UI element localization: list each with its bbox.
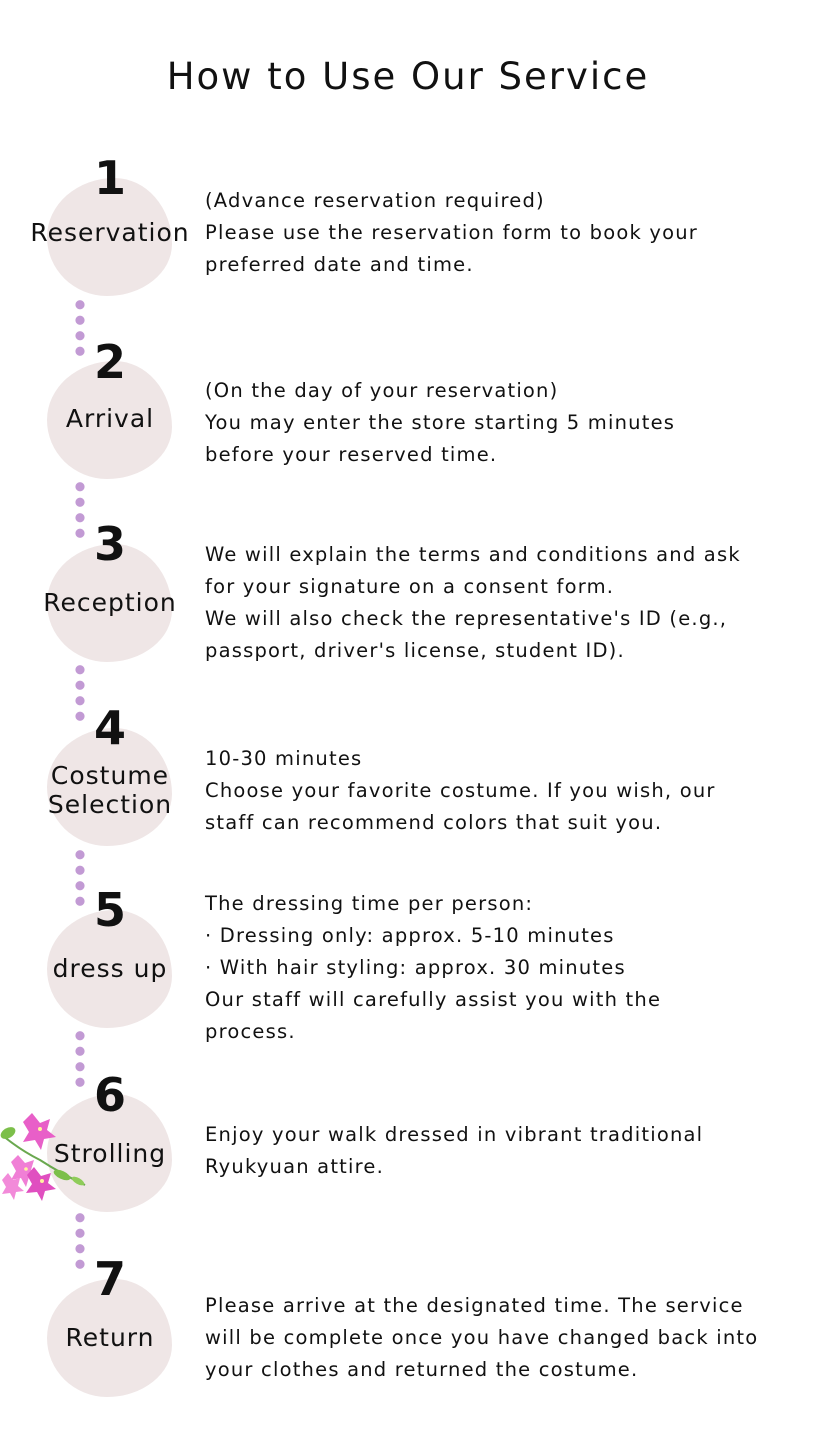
step-label: Reception — [43, 588, 177, 617]
description-line: · Dressing only: approx. 5-10 minutes — [205, 924, 615, 947]
step-number: 7 — [93, 1252, 126, 1306]
step-number: 2 — [93, 335, 126, 389]
step-label — [22, 761, 198, 819]
step-number: 5 — [93, 883, 126, 937]
description-line: before your reserved time. — [205, 443, 498, 466]
step-description — [205, 375, 805, 471]
description-line: Please use the reservation form to book your — [205, 221, 699, 244]
step-number: 6 — [93, 1068, 126, 1122]
step-number: 4 — [93, 701, 126, 755]
bougainvillea-flower-icon — [0, 1105, 90, 1205]
step-label: Return — [65, 1323, 155, 1352]
description-line: We will explain the terms and conditions and ask — [205, 543, 741, 566]
description-line: process. — [205, 1020, 296, 1043]
step-label: dress up — [52, 954, 168, 983]
step-label: Reservation — [30, 218, 190, 247]
step-number: 3 — [93, 517, 126, 571]
step-description — [205, 1119, 805, 1183]
step-label-line: Selection — [47, 790, 173, 819]
description-line: will be complete once you have changed back into — [205, 1326, 759, 1349]
description-line: We will also check the representative's ID (e.g., — [205, 607, 728, 630]
description-line: Choose your favorite costume. If you wish, our — [205, 779, 716, 802]
step-label: Strolling — [53, 1139, 167, 1168]
description-line: Our staff will carefully assist you with the — [205, 988, 662, 1011]
step-description — [205, 1290, 805, 1386]
description-line: (Advance reservation required) — [205, 189, 545, 212]
step-label-line: Costume — [50, 761, 170, 790]
description-line: You may enter the store starting 5 minutes — [205, 411, 676, 434]
description-line: preferred date and time. — [205, 253, 474, 276]
description-line: Enjoy your walk dressed in vibrant traditional — [205, 1123, 704, 1146]
description-line: passport, driver's license, student ID). — [205, 639, 625, 662]
step-label: Arrival — [65, 404, 155, 433]
step-description — [205, 743, 805, 839]
description-line: Ryukyuan attire. — [205, 1155, 385, 1178]
step-description — [205, 539, 805, 667]
description-line: your clothes and returned the costume. — [205, 1358, 639, 1381]
description-line: · With hair styling: approx. 30 minutes — [205, 956, 626, 979]
description-line: Please arrive at the designated time. The service — [205, 1294, 744, 1317]
page-title: How to Use Our Service — [166, 55, 650, 98]
description-line: 10-30 minutes — [205, 747, 363, 770]
description-line: The dressing time per person: — [205, 892, 534, 915]
description-line: (On the day of your reservation) — [205, 379, 559, 402]
step-description — [205, 185, 805, 281]
description-line: for your signature on a consent form. — [205, 575, 615, 598]
step-number: 1 — [93, 151, 126, 205]
description-line: staff can recommend colors that suit you. — [205, 811, 663, 834]
step-description — [205, 888, 805, 1048]
